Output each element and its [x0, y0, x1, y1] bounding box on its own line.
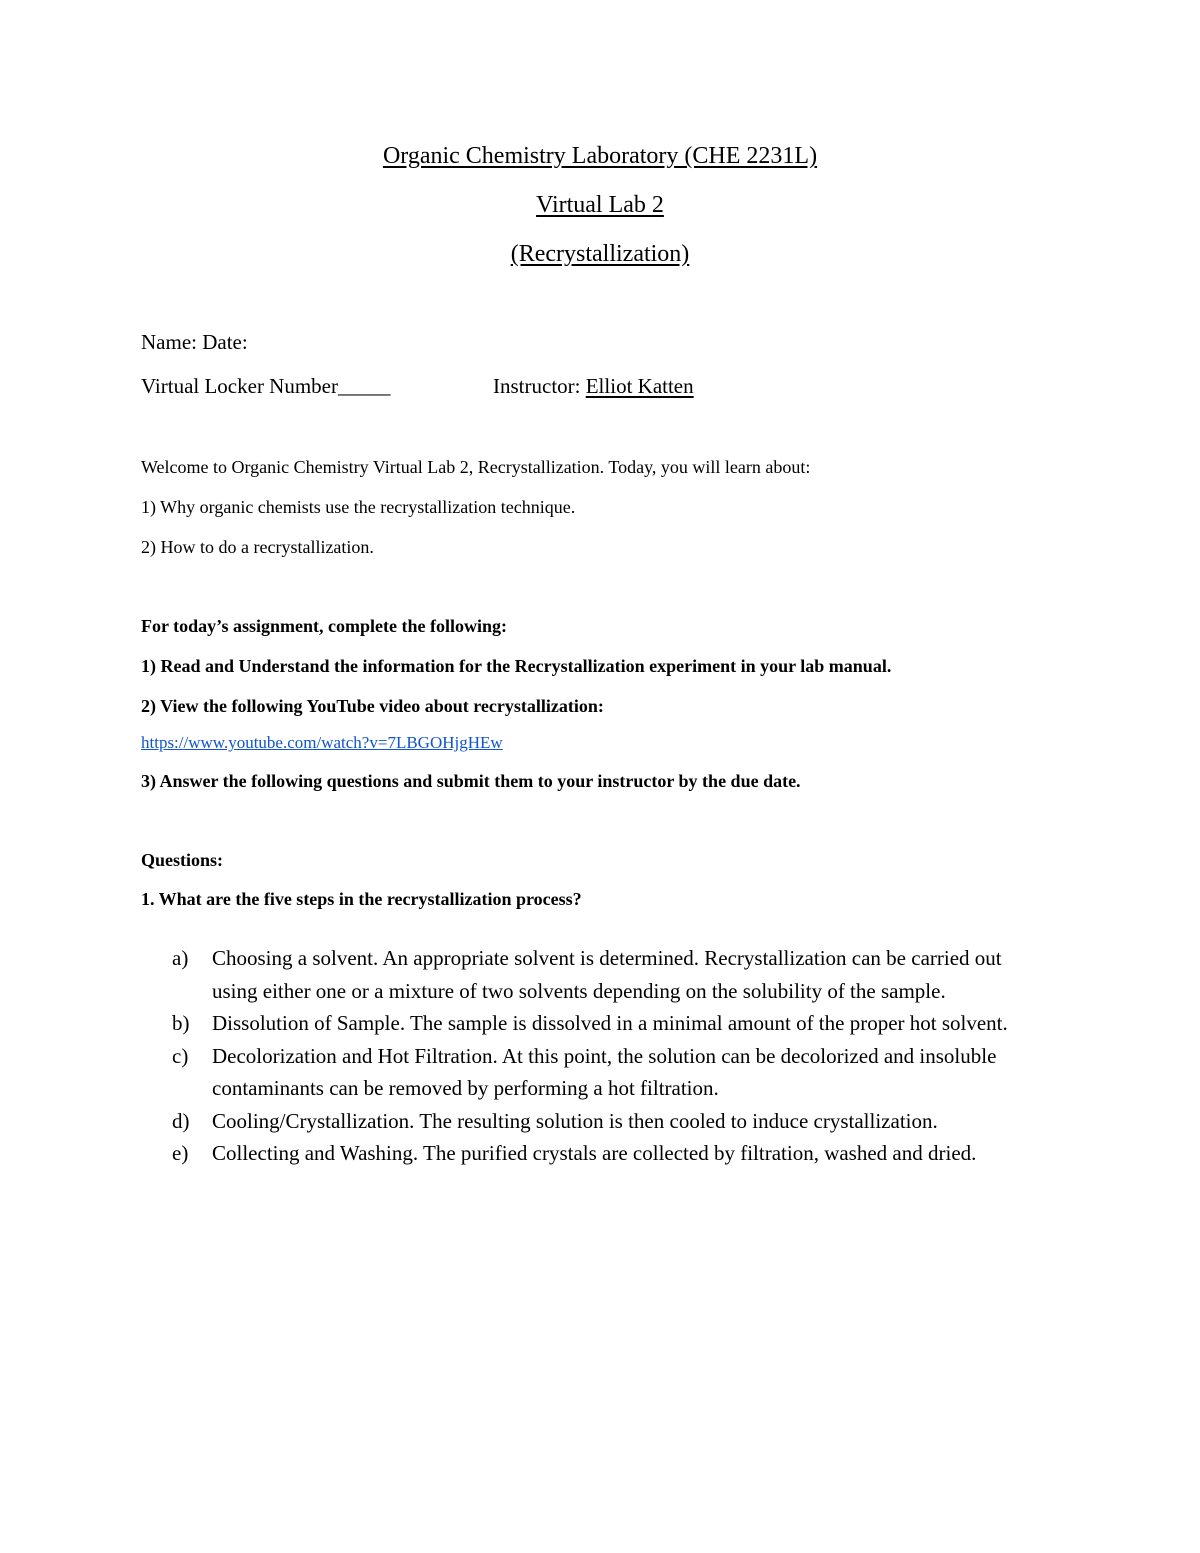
answer-item-b [172, 1007, 1042, 1040]
answer-item-a [172, 942, 1042, 1007]
locker-line [141, 374, 391, 399]
answer-label: e) [172, 1141, 189, 1165]
answer-text: Choosing a solvent. An appropriate solvent is determined. Recrystallization can be carried out using either one or a mixture of two solvents depending on the solubility of the sample. [212, 946, 1002, 1003]
locker-label: Virtual Locker Number [141, 374, 338, 398]
intro-item: 2) How to do a recrystallization. [141, 537, 374, 557]
youtube-video-link[interactable]: https://www.youtube.com/watch?v=7LBGOHjgHEw [141, 733, 503, 752]
answer-text: Decolorization and Hot Filtration. At this point, the solution can be decolorized and insoluble contaminants can be removed by performing a hot filtration. [212, 1043, 997, 1100]
answer-list [172, 942, 1042, 1170]
answer-label: c) [172, 1043, 189, 1068]
lab-subtitle: (Recrystallization) [510, 241, 690, 267]
lab-title: Virtual Lab 2 [536, 192, 664, 218]
instructor-line [493, 374, 694, 399]
answer-item-c [172, 1040, 1042, 1105]
answer-label: a) [172, 946, 189, 970]
assignment-step-2: 2) View the following YouTube video about recrystallization: [141, 696, 604, 716]
answer-text: Collecting and Washing. The purified crystals are collected by filtration, washed and dried. [212, 1141, 977, 1165]
questions-heading: Questions: [141, 850, 224, 870]
locker-blank: _____ [338, 374, 391, 398]
course-title: Organic Chemistry Laboratory (CHE 2231L) [382, 143, 818, 169]
instructor-label: Instructor: [493, 374, 581, 398]
welcome-text: Welcome to Organic Chemistry Virtual Lab 2, Recrystallization. Today, you will learn about: [141, 457, 811, 477]
name-label: Name: [141, 330, 197, 354]
answer-item-e [172, 1137, 1042, 1170]
assignment-heading: For today’s assignment, complete the following: [141, 616, 507, 636]
intro-item: 1) Why organic chemists use the recrystallization technique. [141, 497, 576, 517]
date-label: Date: [202, 330, 248, 354]
answer-item-d [172, 1105, 1042, 1138]
answer-text: Cooling/Crystallization. The resulting solution is then cooled to induce crystallization. [212, 1108, 938, 1133]
question-1: 1. What are the five steps in the recrystallization process? [141, 889, 582, 909]
name-date-line [141, 330, 248, 355]
assignment-step-1: 1) Read and Understand the information for the Recrystallization experiment in your lab manual. [141, 656, 892, 676]
answer-text: Dissolution of Sample. The sample is dissolved in a minimal amount of the proper hot solvent. [212, 1011, 1008, 1035]
answer-label: b) [172, 1011, 190, 1035]
answer-label: d) [172, 1108, 190, 1133]
instructor-name: Elliot Katten [585, 374, 694, 398]
assignment-step-3: 3) Answer the following questions and submit them to your instructor by the due date. [141, 771, 801, 791]
